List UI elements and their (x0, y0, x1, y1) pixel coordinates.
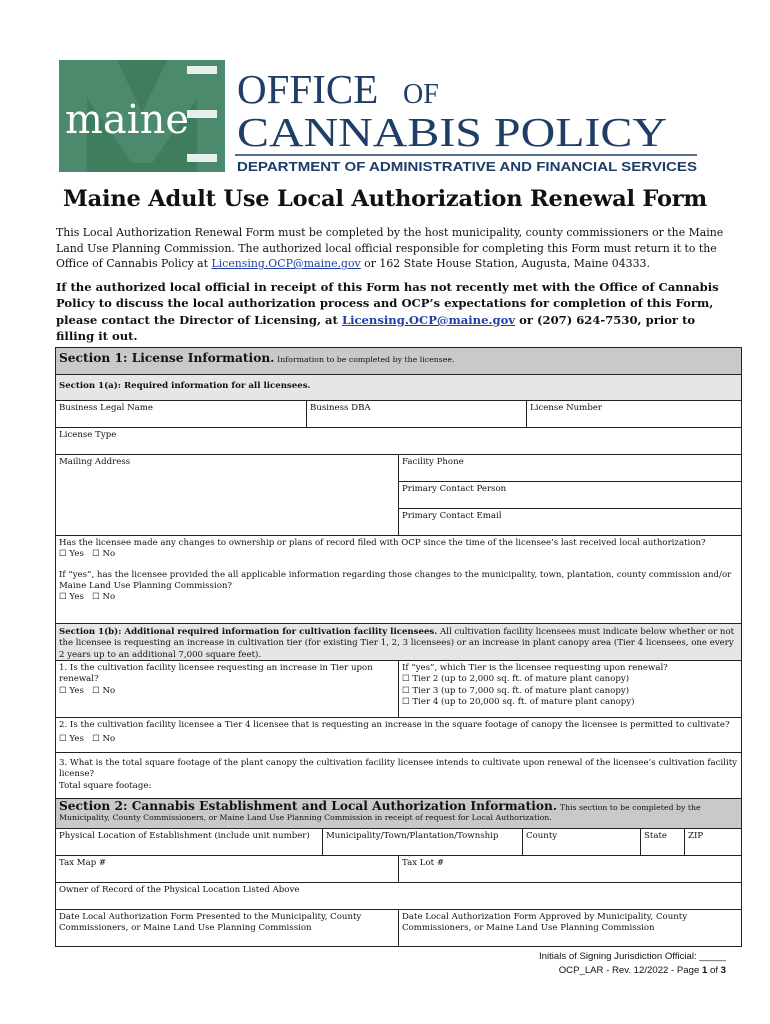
tax-map-field[interactable]: Tax Map # (59, 858, 107, 868)
row-canopy-increase (56, 718, 741, 753)
row-tax (56, 856, 741, 883)
logo-cannabis-policy-text: CANNABIS POLICY (237, 109, 667, 155)
intro-paragraph: This Local Authorization Renewal Form must be completed by the host municipality, county commissioners or the Maine Land Use Planning Commission. The authorized local official responsible for completing this Form must return it to the Office of Cannabis Policy at Licensing.OCP@maine.gov or 162 State House Station, Augusta, Maine 04333. (56, 226, 724, 270)
date-approved-field[interactable]: Date Local Authorization Form Approved by Municipality, County Commissioners, or Maine Land Use Planning Commission (398, 910, 741, 946)
primary-contact-email-field[interactable]: Primary Contact Email (402, 511, 502, 521)
ocp-logo (57, 58, 717, 176)
row-license-type (56, 428, 741, 455)
business-dba-field[interactable]: Business DBA (306, 401, 526, 427)
row-location (56, 829, 741, 856)
tier-2-checkbox[interactable]: ☐ Tier 2 (up to 2,000 sq. ft. of mature plant canopy) (402, 674, 630, 685)
changes-question: Has the licensee made any changes to ownership or plans of record filed with OCP since the time of the licensee’s last received local authorization? (59, 538, 706, 548)
logo-of-text: OF (403, 79, 439, 110)
state-field[interactable]: State (640, 829, 684, 855)
canopy-yes-checkbox[interactable]: ☐ Yes (59, 734, 84, 745)
physical-location-field[interactable]: Physical Location of Establishment (include unit number) (59, 831, 310, 841)
renewal-form (55, 347, 742, 947)
page-title: Maine Adult Use Local Authorization Renewal Form (62, 186, 708, 212)
row-dates (56, 910, 741, 946)
changes-yes-checkbox[interactable]: ☐ Yes (59, 549, 84, 560)
row-changes (56, 536, 741, 624)
row-square-footage (56, 753, 741, 799)
mailing-address-field[interactable]: Mailing Address (59, 457, 131, 467)
tier-3-checkbox[interactable]: ☐ Tier 3 (up to 7,000 sq. ft. of mature plant canopy) (402, 685, 630, 696)
row-address (56, 455, 741, 536)
zip-field[interactable]: ZIP (684, 829, 741, 855)
section-1-header: Section 1: License Information. Information to be completed by the licensee. (56, 348, 741, 375)
date-presented-field[interactable]: Date Local Authorization Form Presented to the Municipality, County Commissioners, or Maine Land Use Planning Commission (59, 912, 362, 934)
square-footage-question: 3. What is the total square footage of the plant canopy the cultivation facility licensee intends to cultivate upon renewal of the licensee’s cultivation facility license? (59, 758, 738, 780)
logo-department-text: DEPARTMENT OF ADMINISTRATIVE AND FINANCIAL SERVICES (237, 159, 698, 174)
tier-which-question: If “yes”, which Tier is the licensee requesting upon renewal? (402, 663, 668, 673)
section-1b-header: Section 1(b): Additional required information for cultivation facility licensees. All cultivation facility licensees must indicate below whether or not the licensee is requesting an increase in cultivation tier (for existing Tier 1, 2, 3 licensees) or an increase in plant canopy area (Tier 4 licensees, one every 2 years up to an additional 7,000 square feet). (56, 624, 741, 661)
canopy-no-checkbox[interactable]: ☐ No (92, 734, 116, 745)
notice-paragraph: If the authorized local official in receipt of this Form has not recently met with the Office of Cannabis Policy to discuss the local authorization process and OCP’s expectations for completion of this Form, please contact the Director of Licensing, at Licensing.OCP@maine.gov or (207) 624-7530, prior to filling it out. (56, 280, 719, 344)
total-square-footage-field[interactable]: Total square footage: (59, 780, 152, 791)
license-number-field[interactable]: License Number (526, 401, 741, 427)
tier-yes-checkbox[interactable]: ☐ Yes (59, 685, 84, 696)
tier-no-checkbox[interactable]: ☐ No (92, 685, 116, 696)
section-1a-header: Section 1(a): Required information for all licensees. (56, 375, 741, 401)
section-2-header: Section 2: Cannabis Establishment and Local Authorization Information. This section to be completed by the Municipality, County Commissioners, or Maine Land Use Planning Commission in receipt of request for Local Authorization. (56, 799, 741, 829)
license-type-field[interactable]: License Type (59, 430, 117, 440)
row-business (56, 401, 741, 428)
facility-phone-field[interactable]: Facility Phone (399, 455, 741, 482)
canopy-increase-question: 2. Is the cultivation facility licensee a Tier 4 licensee that is requesting an increase in the square footage of canopy the licensee is permitted to cultivate? (59, 720, 730, 730)
row-tier (56, 661, 741, 718)
owner-of-record-field[interactable]: Owner of Record of the Physical Location Listed Above (59, 885, 300, 895)
provided-yes-checkbox[interactable]: ☐ Yes (59, 592, 84, 603)
tax-lot-field[interactable]: Tax Lot # (398, 856, 741, 882)
tier-4-checkbox[interactable]: ☐ Tier 4 (up to 20,000 sq. ft. of mature plant canopy) (402, 696, 635, 707)
revision-footer: OCP_LAR - Rev. 12/2022 - Page 1 of 3 (558, 965, 726, 976)
municipality-field[interactable]: Municipality/Town/Plantation/Township (322, 829, 522, 855)
provided-no-checkbox[interactable]: ☐ No (92, 592, 116, 603)
initials-line: Initials of Signing Jurisdiction Official: _____ (538, 951, 726, 962)
provided-question: If “yes”, has the licensee provided the all applicable information regarding those changes to the municipality, town, plantation, county commission and/or Maine Land Use Planning Commission? (59, 569, 732, 591)
logo-office-text: OFFICE (237, 66, 379, 112)
row-owner (56, 883, 741, 910)
county-field[interactable]: County (522, 829, 640, 855)
changes-no-checkbox[interactable]: ☐ No (92, 549, 116, 560)
notice-email-link[interactable]: Licensing.OCP@maine.gov (341, 312, 516, 327)
business-legal-name-field[interactable]: Business Legal Name (59, 403, 153, 413)
logo-maine-text: maine (65, 97, 190, 143)
primary-contact-person-field[interactable]: Primary Contact Person (399, 482, 741, 509)
tier-question: 1. Is the cultivation facility licensee requesting an increase in Tier upon renewal? (59, 663, 373, 685)
intro-email-link[interactable]: Licensing.OCP@maine.gov (211, 257, 361, 270)
